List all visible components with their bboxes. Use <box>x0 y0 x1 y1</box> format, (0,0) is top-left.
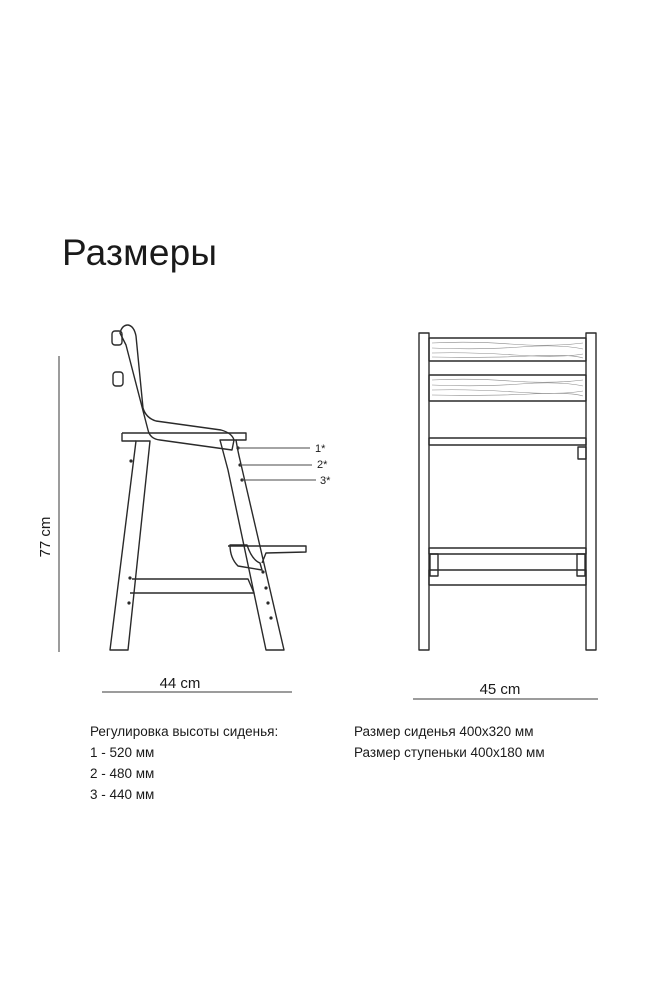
side-footrest-step <box>228 546 306 563</box>
seat-size: Размер сиденья 400x320 мм <box>354 724 534 739</box>
step-size: Размер ступеньки 400x180 мм <box>354 745 545 760</box>
marker-3: 3* <box>320 475 331 487</box>
front-slat-grain <box>432 342 583 396</box>
height-dimension-label: 77 cm <box>37 516 54 558</box>
front-seat-bracket-right <box>578 447 586 459</box>
side-backrest <box>120 325 234 450</box>
sizes-block <box>354 721 545 763</box>
front-left-leg <box>419 333 429 650</box>
side-width-dimension-label: 44 cm <box>159 675 201 692</box>
seat-adjustment-block <box>90 721 278 805</box>
seat-adjustment-heading: Регулировка высоты сиденья: <box>90 724 279 739</box>
marker-1: 1* <box>315 443 326 455</box>
front-seat <box>429 438 586 445</box>
front-backrest-slat-bottom <box>429 375 586 401</box>
marker-leaders <box>238 448 316 480</box>
front-footrest-bracket-left <box>430 554 438 576</box>
front-lower-rail <box>429 570 586 585</box>
seat-adjustment-option-2: 2 - 480 мм <box>90 766 155 781</box>
side-lower-rail <box>130 579 254 593</box>
front-right-leg <box>586 333 596 650</box>
marker-2: 2* <box>317 459 328 471</box>
chair-side-view <box>110 325 306 650</box>
side-rear-leg <box>110 441 150 650</box>
seat-adjustment-option-3: 3 - 440 мм <box>90 787 155 802</box>
seat-adjustment-option-1: 1 - 520 мм <box>90 745 155 760</box>
front-footrest-step <box>429 548 586 554</box>
page-title: Размеры <box>62 232 218 273</box>
front-width-dimension-label: 45 cm <box>479 681 521 698</box>
side-backrest-slat-bottom <box>113 372 123 386</box>
front-footrest-bracket-right <box>577 554 585 576</box>
